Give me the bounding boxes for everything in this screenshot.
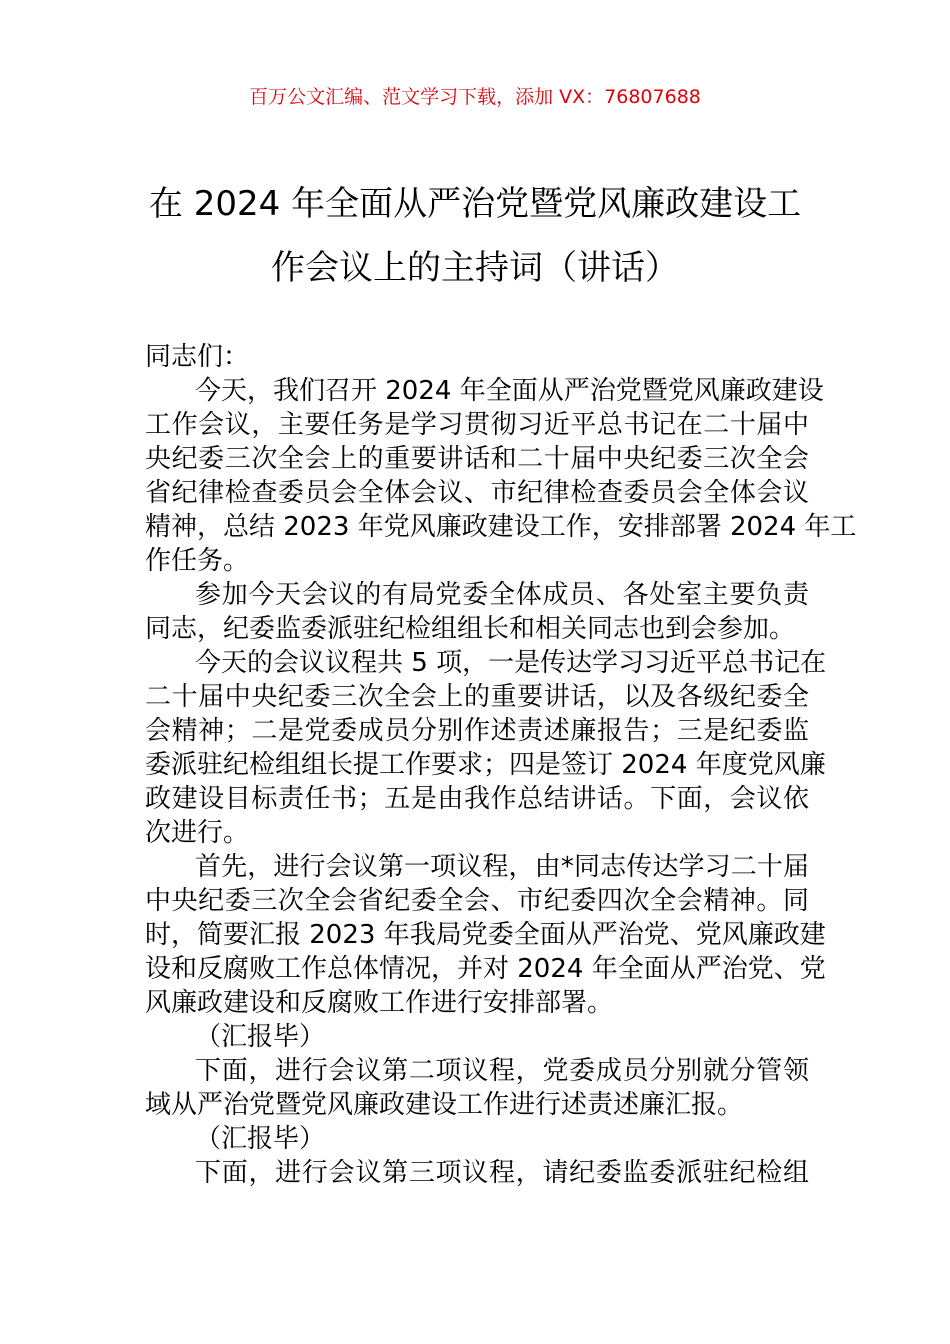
paragraph-line: 下面，进行会议第二项议程，党委成员分别就分管领	[195, 1056, 809, 1086]
document-body	[145, 340, 857, 1190]
paragraph-line: 同志，纪委监委派驻纪检组组长和相关同志也到会参加。	[145, 614, 796, 644]
header-note: 百万公文汇编、范文学习下载，添加 VX：76807688	[249, 86, 701, 108]
paragraph-line: 次进行。	[145, 818, 250, 848]
paragraph-line: （汇报毕）	[195, 1124, 326, 1154]
title-line: 在 2024 年全面从严治党暨党风廉政建设工	[148, 184, 802, 224]
paragraph-line: 精神，总结 2023 年党风廉政建设工作，安排部署 2024 年工	[145, 512, 857, 542]
paragraph-line: 央纪委三次全会上的重要讲话和二十届中央纪委三次全会	[145, 444, 809, 474]
paragraph-line: 会精神；二是党委成员分别作述责述廉报告；三是纪委监	[145, 716, 809, 746]
paragraph-line: 省纪律检查委员会全体会议、市纪律检查委员会全体会议	[145, 478, 809, 508]
title-line: 作会议上的主持词（讲话）	[271, 248, 679, 288]
paragraph-line: 今天的会议议程共 5 项，一是传达学习习近平总书记在	[195, 648, 827, 678]
paragraph-line: 工作会议，主要任务是学习贯彻习近平总书记在二十届中	[145, 410, 809, 440]
paragraph-line: 中央纪委三次全会省纪委全会、市纪委四次全会精神。同	[145, 886, 809, 916]
paragraph-line: 域从严治党暨党风廉政建设工作进行述责述廉汇报。	[145, 1090, 744, 1120]
paragraph-line: 时，简要汇报 2023 年我局党委全面从严治党、党风廉政建	[145, 920, 826, 950]
paragraph-line: 参加今天会议的有局党委全体成员、各处室主要负责	[195, 580, 809, 610]
salutation: 同志们：	[145, 342, 250, 372]
document-title	[120, 172, 830, 300]
paragraph-line: 二十届中央纪委三次全会上的重要讲话，以及各级纪委全	[145, 682, 809, 712]
paragraph-line: 风廉政建设和反腐败工作进行安排部署。	[145, 988, 614, 1018]
paragraph-line: 首先，进行会议第一项议程，由*同志传达学习二十届	[195, 852, 809, 882]
paragraph-line: 政建设目标责任书；五是由我作总结讲话。下面，会议依	[145, 784, 809, 814]
paragraph-line: 设和反腐败工作总体情况，并对 2024 年全面从严治党、党	[145, 954, 826, 984]
paragraph-line: 今天，我们召开 2024 年全面从严治党暨党风廉政建设	[195, 376, 824, 406]
paragraph-line: 下面，进行会议第三项议程，请纪委监委派驻纪检组	[195, 1158, 809, 1188]
paragraph-line: 作任务。	[145, 546, 250, 576]
paragraph-line: （汇报毕）	[195, 1022, 326, 1052]
paragraph-line: 委派驻纪检组组长提工作要求；四是签订 2024 年度党风廉	[145, 750, 826, 780]
